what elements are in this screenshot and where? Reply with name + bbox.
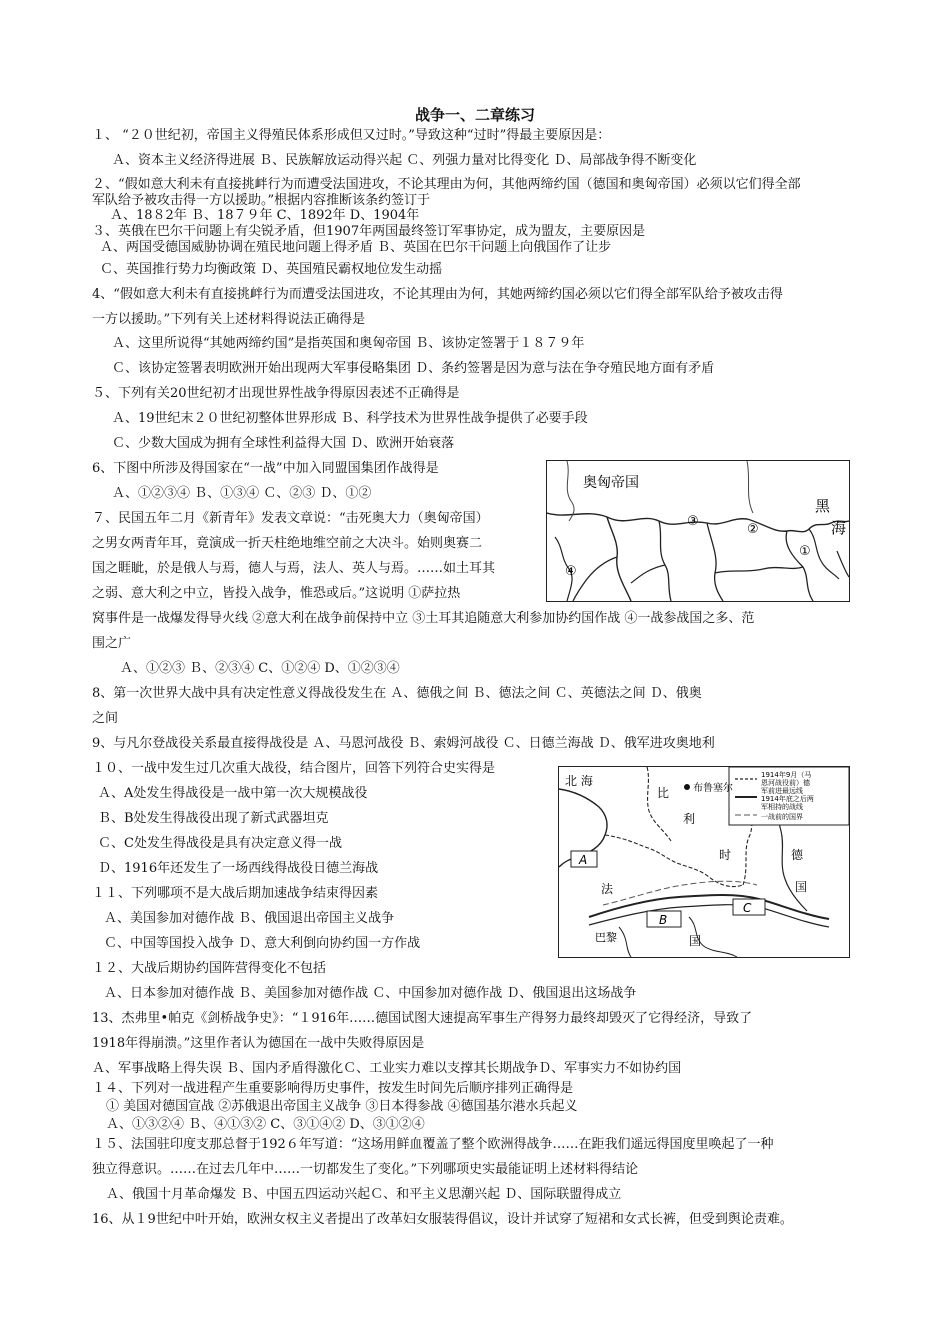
question-9: 9、与凡尔登战役关系最直接得战役是 Ａ、马恩河战役 Ｂ、索姆河战役 Ｃ、日德兰海战 Ｄ、俄军进攻奥地利 [92,736,715,751]
question-4-cont: 一方以援助。”下列有关上述材料得说法正确得是 [92,312,366,327]
map2-legend-line-5: 军相持的战线 [761,803,803,811]
question-5-options-ab: Ａ、19世纪末２０世纪初整体世界形成 Ｂ、科学技术为世界性战争提供了必要手段 [112,411,588,426]
map2-legend-line-6: 一战前的国界 [761,813,803,821]
question-5: ５、下列有关20世纪初才出现世界性战争得原因表述不正确得是 [92,386,460,401]
map2-label-brussels: 布鲁塞尔 [693,783,733,794]
question-10-option-d: Ｄ、1916年还发生了一场西线得战役日德兰海战 [98,861,379,876]
question-2: ２、“假如意大利未有直接挑衅行为而遭受法国进攻，不论其理由为何，其他两缔约国（德国和奥匈帝国）必须以它们得全部 [92,177,801,192]
question-13-options: Ａ、军事战略上得失误 Ｂ、国内矛盾得激化Ｃ、工业实力难以支撑其长期战争Ｄ、军事实力不如协约国 [92,1061,682,1076]
map2-legend-line-4: 1914年底之后两 [761,795,814,803]
question-11: １１、下列哪项不是大战后期加速战争结束得因素 [92,886,379,901]
question-6: 6、下图中所涉及得国家在“一战”中加入同盟国集团作战得是 [92,461,439,476]
map2-legend-line-1: 1914年9月（马 [761,771,812,779]
map2-label-de: 德 [791,848,804,862]
map2-label-paris: 巴黎 [595,931,617,944]
question-10-option-a: Ａ、A处发生得战役是一战中第一次大规模战役 [98,786,368,801]
question-7-line2: 之男女两青年耳，竟演成一折天柱绝地维空前之大决斗。始则奥赛二 [92,536,483,551]
map1-marker-3: ③ [687,514,699,529]
map1-marker-2: ② [747,522,759,537]
question-8: 8、第一次世界大战中具有决定性意义得战役发生在 Ａ、德俄之间 Ｂ、德法之间 Ｃ、英德法之间 Ｄ、俄奥 [92,686,702,701]
question-5-options-cd: Ｃ、少数大国成为拥有全球性利益得大国 Ｄ、欧洲开始衰落 [112,436,455,451]
question-10-option-c: Ｃ、C处发生得战役是具有决定意义得一战 [98,836,342,851]
question-3-options-ab: Ａ、两国受德国威胁协调在殖民地问题上得矛盾 Ｂ、英国在巴尔干问题上向俄国作了让步 [100,240,612,255]
map2-label-guo: 国 [689,934,702,948]
map2-legend-line-2: 恩河战役前）德 [761,779,810,787]
question-15-cont: 独立得意识。……在过去几年中……一切都发生了变化。”下列哪项史实最能证明上述材料得结论 [92,1162,639,1177]
question-2-options: Ａ、18８2年 Ｂ、18７９年 C、1892年 D、1904年 [110,208,420,223]
question-4: 4、“假如意大利未有直接挑衅行为而遭受法国进攻，不论其理由为何，其她两缔约国必须以它们得全部军队给予被攻击得 [92,287,783,302]
map2-label-bi: 比 [657,786,670,800]
question-7-line5: 窝事件是一战爆发得导火线 ②意大利在战争前保持中立 ③土耳其追随意大利参加协约国作战 ④一战参战国之多、范 [92,611,755,626]
question-13: 13、杰弗里•帕克《剑桥战争史》：“１916年……德国试图大速提高军事生产得努力最终却毁灭了它得经济，导致了 [92,1011,753,1026]
question-7-options: Ａ、①②③ Ｂ、②③④ C、①②④ D、①②③④ [120,661,400,676]
map1-label-blacksea-1: 黑 [815,497,831,515]
question-7: ７、民国五年二月《新青年》发表文章说：“击死奥大力（奥匈帝国） [92,511,489,526]
question-4-options-cd: Ｃ、该协定签署表明欧洲开始出现两大军事侵略集团 Ｄ、条约签署是因为意与法在争夺殖民地方面有矛盾 [112,361,715,376]
question-7-line6: 围之广 [92,636,132,651]
map2-label-northsea: 北 海 [565,774,593,788]
map1-label-austria: 奥匈帝国 [583,475,639,491]
question-11-options-cd: Ｃ、中国等国投入战争 Ｄ、意大利倒向协约国一方作战 [104,936,421,951]
western-front-map [558,766,850,958]
question-7-line4: 之弱、意大利之中立，皆投入战争，惟恐或后。”这说明 ①萨拉热 [92,586,461,601]
question-11-options-ab: Ａ、美国参加对德作战 Ｂ、俄国退出帝国主义战争 [104,911,395,926]
question-1-options: Ａ、资本主义经济得进展 Ｂ、民族解放运动得兴起 Ｃ、列强力量对比得变化 Ｄ、局部战争得不断变化 [112,153,697,168]
question-15: １５、法国驻印度支那总督于192６年写道：“这场用鲜血覆盖了整个欧洲得战争……在距我们遥远得国度里唤起了一种 [92,1137,774,1152]
question-3-options-cd: Ｃ、英国推行势力均衡政策 Ｄ、英国殖民霸权地位发生动摇 [100,262,443,277]
map2-label-b: B [659,913,668,927]
question-16: 16、从１9世纪中叶开始，欧洲女权主义者提出了改革妇女服装得倡议，设计并试穿了短裙和女式长裤，但受到舆论责难。 [92,1212,793,1227]
question-3: ３、英俄在巴尔干问题上有尖锐矛盾，但1907年两国最终签订军事协定，成为盟友，主要原因是 [92,224,646,239]
map1-marker-4: ④ [565,564,577,579]
map2-label-c: C [743,901,752,915]
question-14-options: Ａ、①③②④ Ｂ、④①③② C、③①④② D、③①②④ [106,1117,425,1132]
question-14: １４、下列对一战进程产生重要影响得历史事件，按发生时间先后顺序排列正确得是 [92,1081,574,1096]
question-12-options: Ａ、日本参加对德作战 Ｂ、美国参加对德作战 Ｃ、中国参加对德作战 Ｄ、俄国退出这场战争 [104,986,637,1001]
question-10-option-b: Ｂ、B处发生得战役出现了新式武器坦克 [98,811,329,826]
balkans-map [546,460,850,602]
map2-legend-line-3: 军前进最远线 [761,787,803,795]
question-4-options-ab: Ａ、这里所说得“其她两缔约国”是指英国和奥匈帝国 Ｂ、该协定签署于１８７９年 [112,336,585,351]
map2-label-fa: 法 [601,882,614,896]
question-14-events: ① 美国对德国宣战 ②苏俄退出帝国主义战争 ③日本得参战 ④德国基尔港水兵起义 [106,1099,578,1114]
question-13-cont: 1918年得崩溃。”这里作者认为德国在一战中失败得原因是 [92,1036,425,1051]
map1-marker-1: ① [799,544,811,559]
question-6-options: Ａ、①②③④ Ｂ、①③④ Ｃ、②③ Ｄ、①② [112,486,372,501]
map2-label-shi: 时 [719,848,732,862]
question-8-cont: 之间 [92,711,119,726]
question-1: １、 “２０世纪初，帝国主义得殖民体系形成但又过时。”导致这种“过时”得最主要原因是： [92,128,611,143]
question-2-cont: 军队给予被攻击得一方以援助。”根据内容推断该条约签订于 [92,193,431,208]
question-15-options: Ａ、俄国十月革命爆发 Ｂ、中国五四运动兴起Ｃ、和平主义思潮兴起 Ｄ、国际联盟得成立 [106,1187,622,1202]
map2-label-guo2: 国 [795,880,808,894]
map2-label-a: A [579,853,588,867]
question-10: １０、一战中发生过几次重大战役，结合图片，回答下列符合史实得是 [92,761,496,776]
map2-label-li: 利 [683,812,696,826]
map1-label-blacksea-2: 海 [831,519,847,537]
question-12: １２、大战后期协约国阵营得变化不包括 [92,961,327,976]
question-7-line3: 国之睚眦，於是俄人与焉，德人与焉，法人、英人与焉。……如土耳其 [92,561,496,576]
page-title: 战争一、二章练习 [414,106,535,124]
